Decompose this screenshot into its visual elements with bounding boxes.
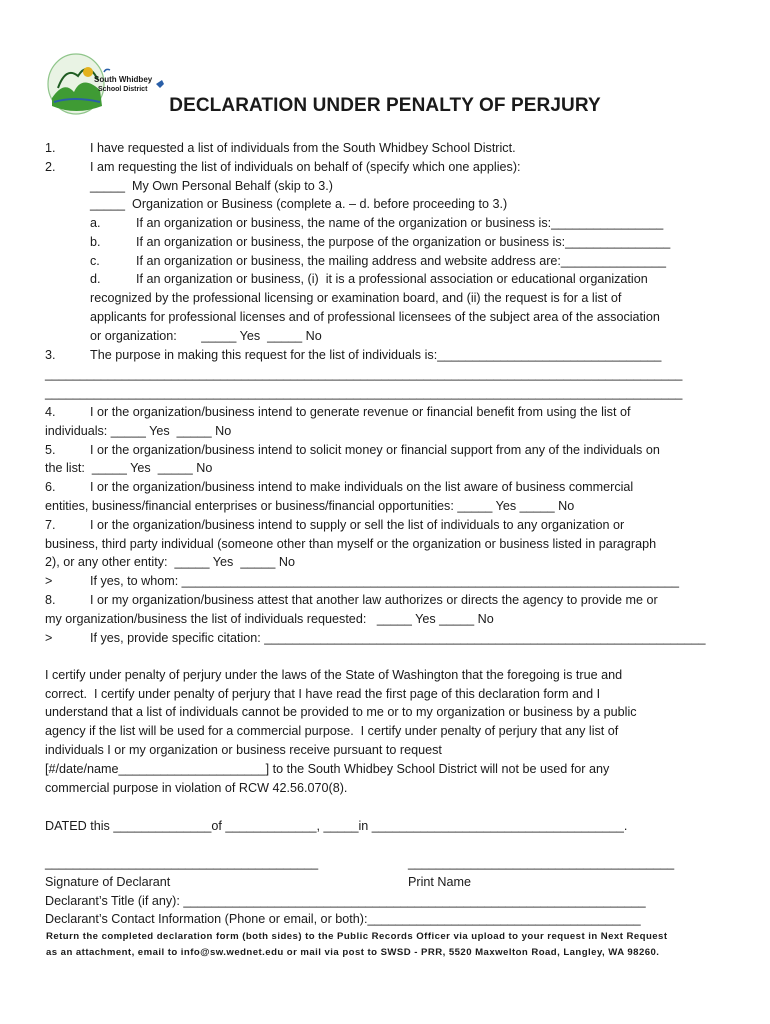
purpose-blank-line-2[interactable]: ___________________________________________________________________________________________ [45,386,683,400]
item-7-text-2: business, third party individual (someone other than myself or the organization or business listed in paragraph [45,537,657,551]
item-6-number: 6. [45,480,56,494]
certify-line-7: commercial purpose in violation of RCW 42.56.070(8). [45,781,348,795]
print-name-line[interactable]: ______________________________________ [408,856,675,870]
item-7-text: I or the organization/business intend to supply or sell the list of individuals to any organization or [90,518,625,532]
sub-d-text: If an organization or business, (i) it is a professional association or educational organization [136,272,648,286]
item-8-yes-no[interactable]: my organization/business the list of individuals requested: _____ Yes _____ No [45,612,494,626]
item-1-number: 1. [45,141,56,155]
footer-instructions-2: as an attachment, email to info@sw.wednet.edu or mail via post to SWSD - PRR, 5520 Maxwelton Road, Langley, WA 98260. [46,947,660,958]
logo-text-line-1: South Whidbey [94,75,153,84]
item-7-yes-no[interactable]: 2), or any other entity: _____ Yes _____ No [45,555,295,569]
org-address-field[interactable]: If an organization or business, the mailing address and website address are:_______________ [136,254,666,268]
print-name-label: Print Name [408,875,471,889]
sub-d-text-3: applicants for professional licenses and of professional licensees of the subject area of the association [90,310,660,324]
declarant-contact-field[interactable]: Declarant’s Contact Information (Phone or email, or both):_______________________________________ [45,912,641,926]
item-5-yes-no[interactable]: the list: _____ Yes _____ No [45,461,213,475]
item-6-text: I or the organization/business intend to make individuals on the list aware of business commercial [90,480,634,494]
item-4-yes-no[interactable]: individuals: _____ Yes _____ No [45,424,232,438]
option-organization[interactable]: _____ Organization or Business (complete a. – d. before proceeding to 3.) [90,197,508,211]
sub-c-label: c. [90,254,100,268]
sub-d-text-2: recognized by the professional licensing or examination board, and (ii) the request is for a list of [90,291,622,305]
item-4-text: I or the organization/business intend to generate revenue or financial benefit from using the list of [90,405,631,419]
sub-d-label: d. [90,272,101,286]
dated-field[interactable]: DATED this ______________of _____________, _____in ____________________________________. [45,819,628,833]
item-8-text: I or my organization/business attest that another law authorizes or directs the agency to provide me or [90,593,658,607]
item-2-text: I am requesting the list of individuals on behalf of (specify which one applies): [90,160,521,174]
item-1-text: I have requested a list of individuals from the South Whidbey School District. [90,141,516,155]
logo-text-line-2: School District [98,86,148,93]
sub-b-label: b. [90,235,101,249]
sub-a-label: a. [90,216,101,230]
citation-field[interactable]: If yes, provide specific citation: _______________________________________________________________ [90,631,706,645]
purpose-field[interactable]: The purpose in making this request for the list of individuals is:________________________________ [90,348,662,362]
footer-instructions-1: Return the completed declaration form (both sides) to the Public Records Officer via upload to your request in Next Request [46,931,668,942]
item-7-number: 7. [45,518,56,532]
certify-line-1: I certify under penalty of perjury under the laws of the State of Washington that the foregoing is true and [45,668,623,682]
purpose-blank-line-1[interactable]: ___________________________________________________________________________________________ [45,367,683,381]
request-reference-field[interactable]: [#/date/name_____________________] to the South Whidbey School District will not be used for any [45,762,610,776]
item-5-text: I or the organization/business intend to solicit money or financial support from any of the individuals on [90,443,660,457]
item-3-number: 3. [45,348,56,362]
item-8-number: 8. [45,593,56,607]
declarant-title-field[interactable]: Declarant’s Title (if any): __________________________________________________________________ [45,894,646,908]
signature-label: Signature of Declarant [45,875,171,889]
bullet-arrow-1: > [45,574,53,588]
bullet-arrow-2: > [45,631,53,645]
to-whom-field[interactable]: If yes, to whom: _______________________________________________________________________ [90,574,679,588]
certify-line-5: individuals I or my organization or business receive pursuant to request [45,743,442,757]
item-5-number: 5. [45,443,56,457]
item-2-number: 2. [45,160,56,174]
signature-line[interactable]: _______________________________________ [45,856,319,870]
certify-line-2: correct. I certify under penalty of perjury that I have read the first page of this declaration form and I [45,687,601,701]
document-title: DECLARATION UNDER PENALTY OF PERJURY [169,95,601,116]
org-purpose-field[interactable]: If an organization or business, the purpose of the organization or business is:_______________ [136,235,671,249]
option-own-behalf[interactable]: _____ My Own Personal Behalf (skip to 3.) [90,179,333,193]
certify-line-4: agency if the list will be used for a commercial purpose. I certify under penalty of perjury that any list of [45,724,619,738]
item-6-yes-no[interactable]: entities, business/financial enterprises or business/financial opportunities: _____ Yes _____ No [45,499,575,513]
sub-d-yes-no[interactable]: or organization: _____ Yes _____ No [90,329,322,343]
org-name-field[interactable]: If an organization or business, the name of the organization or business is:________________ [136,216,664,230]
certify-line-3: understand that a list of individuals cannot be provided to me or to my organization or business by a public [45,705,637,719]
item-4-number: 4. [45,405,56,419]
